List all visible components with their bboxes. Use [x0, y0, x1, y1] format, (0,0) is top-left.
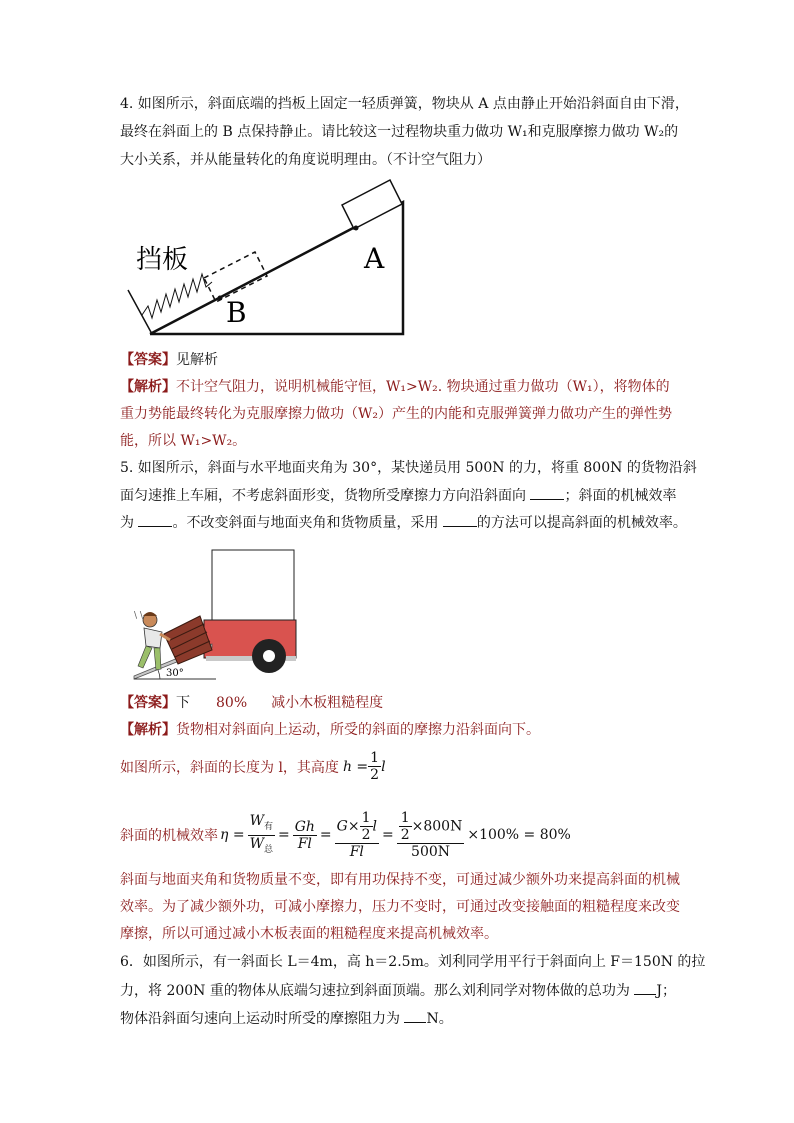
q5-analysis-line4: 斜面与地面夹角和货物质量不变，即有用功保持不变，可通过减少额外功来提高斜面的机械: [120, 872, 680, 888]
q5-line3-b: 。不改变斜面与地面夹角和货物质量，采用: [172, 515, 443, 531]
point-b: [218, 296, 223, 301]
analysis-tag: 【解析】: [120, 722, 176, 738]
q4-answer: [120, 350, 218, 370]
q5-line3-c: 的方法可以提高斜面的机械效率。: [476, 515, 687, 531]
q6-blank-1[interactable]: [634, 980, 656, 995]
q4-analysis-line3: 能，所以 W₁>W₂。: [120, 433, 247, 449]
analysis-text-height: 如图所示，斜面的长度为 l，其高度: [120, 759, 339, 776]
q6-text-line2: [120, 980, 676, 1001]
wheel-hub: [263, 650, 275, 662]
analysis-text-efficiency: 斜面的机械效率: [120, 828, 218, 844]
q5-analysis-line1: [120, 720, 540, 740]
q4-analysis-line2: 重力势能最终转化为克服摩擦力做功（W₂）产生的内能和克服弹簧弹力做功产生的弹性势: [120, 406, 672, 422]
q6-text-line3: [120, 1008, 453, 1029]
label-a: A: [364, 242, 385, 275]
answer-tag: 【答案】: [120, 352, 176, 368]
truck-box: [212, 550, 294, 620]
fraction-half: $\frac{1}{2}$: [370, 750, 380, 783]
q6-line2-a: 力，将 200N 重的物体从底端匀速拉到斜面顶端。那么刘利同学对物体做的总功为: [120, 983, 635, 999]
q5-blank-1[interactable]: [530, 485, 564, 500]
q5-answer: [120, 693, 383, 713]
q5-text-line2: [120, 485, 676, 506]
q5-line2-a: 面匀速推上车厢，不考虑斜面形变，货物所受摩擦力方向沿斜面向: [120, 488, 531, 504]
analysis-text: 货物相对斜面向上运动，所受的斜面的摩擦力沿斜面向下。: [176, 722, 540, 738]
q6-line3-a: 物体沿斜面匀速向上运动时所受的摩擦阻力为: [120, 1011, 405, 1027]
angle-arc: [158, 670, 160, 679]
q5-analysis-line2: 如图所示，斜面的长度为 l，其高度 h = $\frac{1}{2}$ l: [120, 750, 386, 783]
q5-line2-b: ；斜面的机械效率: [564, 488, 677, 504]
q5-analysis-line6: 摩擦，所以可通过减小木板表面的粗糙程度来提高机械效率。: [120, 926, 498, 942]
q6-blank-2[interactable]: [404, 1008, 426, 1023]
block-a: [342, 180, 402, 229]
q6-line2-b: J；: [656, 983, 676, 999]
answer-1: 下: [176, 695, 190, 711]
baffle-line: [128, 290, 152, 334]
sweat-mark: \ \: [134, 611, 143, 621]
q5-text-line1: 5. 如图所示，斜面与水平地面夹角为 30°，某快递员用 500N 的力，将重 800N 的货物沿斜: [120, 460, 697, 476]
label-baffle: 挡板: [136, 245, 189, 275]
q4-analysis-line1: [120, 377, 670, 397]
q6-text-line1: 6．如图所示，有一斜面长 L＝4m，高 h＝2.5m。刘利同学用平行于斜面向上 F＝150N 的拉: [120, 954, 706, 970]
q5-analysis-line5: 效率。为了减少额外功，可减小摩擦力，压力不变时，可通过改变接触面的粗糙程度来改变: [120, 899, 680, 915]
q5-line3-a: 为: [120, 515, 139, 531]
analysis-tag: 【解析】: [120, 379, 176, 395]
q6-line3-b: N。: [426, 1011, 453, 1027]
answer-text: 见解析: [176, 352, 218, 368]
q4-text-line2: 最终在斜面上的 B 点保持静止。请比较这一过程物块重力做功 W₁和克服摩擦力做功 W₂的: [120, 124, 679, 140]
q5-blank-2[interactable]: [138, 512, 172, 527]
analysis-text: 不计空气阻力，说明机械能守恒，W₁>W₂. 物块通过重力做功（W₁），将物体的: [176, 379, 670, 395]
answer-2: 80%: [216, 695, 248, 711]
q5-analysis-line3: 斜面的机械效率 η = $\frac{W_有}{W_总}$ = $\frac{Gh}{Fl}$ = G× $\frac{1}{2}$ l Fl = $\frac{1}{2}$ ×800N 500N ×100% = 80%: [120, 810, 571, 860]
answer-3: 减小木板粗糙程度: [271, 695, 384, 711]
q4-incline-figure: [120, 172, 420, 342]
q5-blank-3[interactable]: [443, 512, 477, 527]
q4-text-line1: 4. 如图所示，斜面底端的挡板上固定一轻质弹簧，物块从 A 点由静止开始沿斜面自由下滑，: [120, 96, 689, 112]
spring-zigzag: [142, 274, 212, 318]
point-a: [354, 226, 359, 231]
label-b: B: [226, 296, 247, 329]
q4-text-line3: 大小关系，并从能量转化的角度说明理由。（不计空气阻力）: [120, 152, 491, 168]
q5-text-line3: [120, 512, 687, 533]
q5-truck-figure: [120, 548, 310, 680]
answer-tag: 【答案】: [120, 695, 176, 711]
angle-label: 30°: [166, 668, 184, 679]
